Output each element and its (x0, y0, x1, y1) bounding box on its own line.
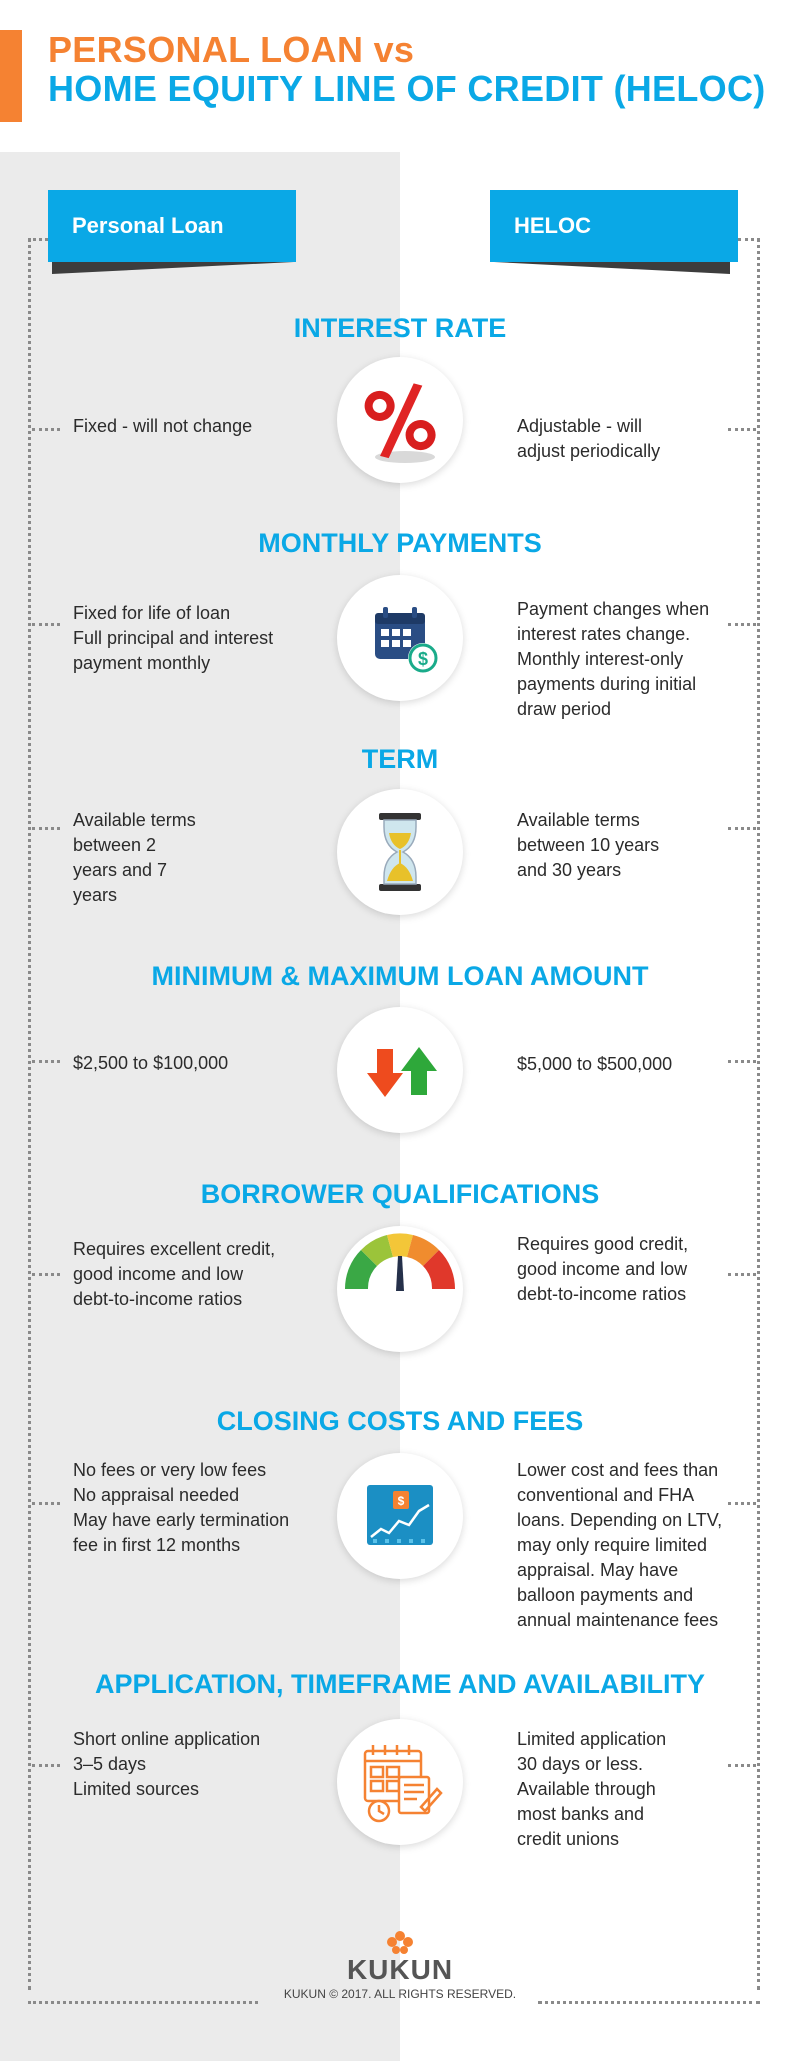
closing-costs-personal-loan: No fees or very low fees No appraisal needed May have early termination fee in first 12 months (73, 1460, 290, 1555)
page-title-line2: HOME EQUITY LINE OF CREDIT (HELOC) (48, 68, 766, 109)
svg-text:$: $ (417, 649, 429, 669)
qualifications-personal-loan: Requires excellent credit, good income and low debt-to-income ratios (73, 1239, 276, 1309)
section-title-application: APPLICATION, TIMEFRAME AND AVAILABILITY (95, 1669, 705, 1699)
section-title-monthly-payments: MONTHLY PAYMENTS (258, 528, 542, 558)
section-title-closing-costs: CLOSING COSTS AND FEES (216, 1406, 584, 1436)
logo-text: KUKUN (346, 1954, 454, 1985)
row-connector-right (728, 623, 756, 626)
kukun-logo (340, 1928, 460, 1984)
price-chart-icon (337, 1453, 463, 1579)
loan-amount-heloc: $5,000 to $500,000 (517, 1054, 673, 1074)
calendar-form-icon (337, 1719, 463, 1845)
term-personal-loan: Available terms between 2 years and 7 years (73, 810, 196, 905)
bottom-left-dotted-border (28, 2001, 258, 2004)
left-dotted-border (28, 238, 31, 1990)
row-connector-right (728, 827, 756, 830)
interest-rate-heloc: Adjustable - will adjust periodically (517, 416, 661, 461)
page-title-line1: PERSONAL LOAN vs (48, 29, 415, 70)
application-personal-loan: Short online application 3–5 days Limited sources (73, 1729, 261, 1799)
row-connector-left (32, 1764, 60, 1767)
row-connector-left (32, 428, 60, 431)
tab-heloc: HELOC (490, 190, 738, 262)
application-heloc: Limited application 30 days or less. Available through most banks and credit unions (517, 1729, 667, 1849)
row-connector-right (728, 1060, 756, 1063)
section-title-interest-rate: INTEREST RATE (293, 313, 507, 343)
qualifications-heloc: Requires good credit, good income and low debt-to-income ratios (517, 1234, 689, 1304)
tab-shadow-right (494, 262, 730, 274)
copyright-text: KUKUN © 2017. ALL RIGHTS RESERVED. (283, 1987, 517, 2001)
top-right-dotted-border (738, 238, 760, 241)
bottom-right-dotted-border (538, 2001, 760, 2004)
row-connector-left (32, 1502, 60, 1505)
monthly-payments-heloc: Payment changes when interest rates change. Monthly interest-only payments during initial draw period (517, 599, 710, 719)
arrows-up-down-icon (337, 1007, 463, 1133)
row-connector-left (32, 827, 60, 830)
section-title-loan-amount: MINIMUM & MAXIMUM LOAN AMOUNT (151, 961, 649, 991)
closing-costs-heloc: Lower cost and fees than conventional and FHA loans. Depending on LTV, may only require limited appraisal. May have balloon payments and annual maintenance fees (517, 1460, 723, 1630)
tab-shadow-left (52, 262, 294, 274)
row-connector-left (32, 623, 60, 626)
row-connector-left (32, 1060, 60, 1063)
section-title-borrower-qualifications: BORROWER QUALIFICATIONS (200, 1179, 600, 1209)
hourglass-icon (337, 789, 463, 915)
top-left-dotted-border (28, 238, 48, 241)
term-heloc: Available terms between 10 years and 30 years (517, 810, 660, 880)
header-accent-bar (0, 30, 22, 122)
tab-personal-loan: Personal Loan (48, 190, 296, 262)
row-connector-left (32, 1273, 60, 1276)
svg-text:$: $ (397, 1494, 405, 1508)
monthly-payments-personal-loan: Fixed for life of loan Full principal and interest payment monthly (73, 603, 274, 673)
percent-icon (337, 357, 463, 483)
row-connector-right (728, 1764, 756, 1767)
gauge-icon (337, 1226, 463, 1352)
interest-rate-personal-loan: Fixed - will not change (73, 416, 253, 436)
row-connector-right (728, 1502, 756, 1505)
row-connector-right (728, 428, 756, 431)
right-dotted-border (757, 238, 760, 1990)
calendar-dollar-icon (337, 575, 463, 701)
row-connector-right (728, 1273, 756, 1276)
section-title-term: TERM (361, 744, 439, 774)
loan-amount-personal-loan: $2,500 to $100,000 (73, 1053, 229, 1073)
